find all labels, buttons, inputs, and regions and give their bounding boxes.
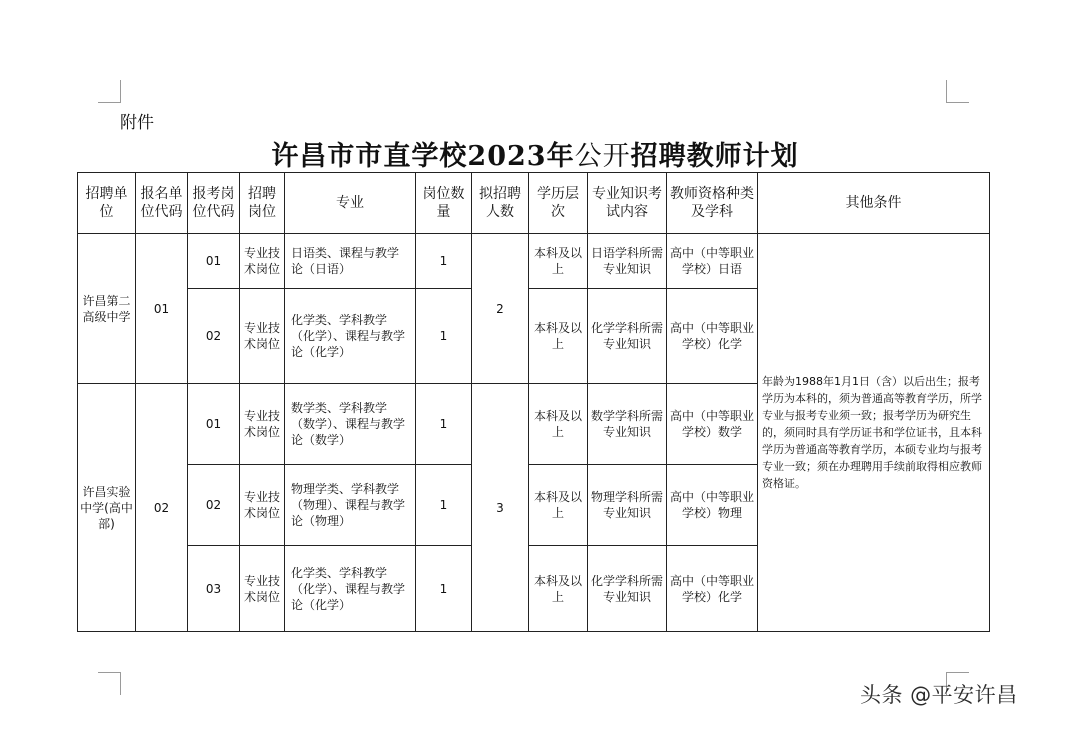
planned-hires: 2 — [472, 234, 529, 384]
header-cell: 岗位数量 — [416, 173, 472, 234]
post-type: 专业技术岗位 — [240, 289, 285, 384]
header-cell: 学历层次 — [529, 173, 588, 234]
attachment-label: 附件 — [120, 113, 154, 133]
title-rest: 招聘教师计划 — [630, 141, 799, 172]
education-level: 本科及以上 — [529, 234, 588, 289]
post-type: 专业技术岗位 — [240, 546, 285, 632]
title-light: 公开 — [574, 141, 631, 172]
education-level: 本科及以上 — [529, 384, 588, 465]
major: 物理学类、学科教学（物理）、课程与教学论（物理） — [285, 465, 416, 546]
major: 化学类、学科教学（化学）、课程与教学论（化学） — [285, 289, 416, 384]
post-count: 1 — [416, 289, 472, 384]
header-cell: 招聘岗位 — [240, 173, 285, 234]
post-code: 01 — [188, 234, 240, 289]
post-count: 1 — [416, 234, 472, 289]
major: 日语类、课程与教学论（日语） — [285, 234, 416, 289]
post-code: 02 — [188, 465, 240, 546]
exam-content: 日语学科所需专业知识 — [588, 234, 667, 289]
teacher-certificate: 高中（中等职业学校）日语 — [667, 234, 758, 289]
unit-code: 02 — [136, 384, 188, 632]
header-cell: 其他条件 — [758, 173, 990, 234]
post-count: 1 — [416, 546, 472, 632]
header-cell: 招聘单位 — [78, 173, 136, 234]
unit-name: 许昌实验中学(高中部) — [78, 384, 136, 632]
header-cell: 专业 — [285, 173, 416, 234]
header-cell: 报名单位代码 — [136, 173, 188, 234]
source-watermark: 头条 @平安许昌 — [860, 683, 1018, 707]
recruitment-table — [77, 172, 990, 632]
post-code: 01 — [188, 384, 240, 465]
header-cell: 报考岗位代码 — [188, 173, 240, 234]
post-count: 1 — [416, 384, 472, 465]
page-corner-mark — [98, 672, 121, 695]
teacher-certificate: 高中（中等职业学校）化学 — [667, 546, 758, 632]
header-cell: 专业知识考试内容 — [588, 173, 667, 234]
major: 数学类、学科教学（数学）、课程与教学论（数学） — [285, 384, 416, 465]
other-conditions: 年龄为1988年1月1日（含）以后出生；报考学历为本科的，须为普通高等教育学历，所学专业与报考专业须一致；报考学历为研究生的，须同时具有学历证书和学位证书，且本科学历为普通高等教育学历，本硕专业均与报考专业一致；须在办理聘用手续前取得相应教师资格证。 — [758, 234, 990, 632]
table-header-row — [78, 173, 990, 234]
header-cell: 教师资格种类及学科 — [667, 173, 758, 234]
exam-content: 化学学科所需专业知识 — [588, 289, 667, 384]
planned-hires: 3 — [472, 384, 529, 632]
document-title — [80, 134, 990, 173]
table-row — [78, 234, 990, 289]
major: 化学类、学科教学（化学）、课程与教学论（化学） — [285, 546, 416, 632]
post-type: 专业技术岗位 — [240, 384, 285, 465]
exam-content: 数学学科所需专业知识 — [588, 384, 667, 465]
unit-name: 许昌第二高级中学 — [78, 234, 136, 384]
teacher-certificate: 高中（中等职业学校）物理 — [667, 465, 758, 546]
education-level: 本科及以上 — [529, 546, 588, 632]
unit-code: 01 — [136, 234, 188, 384]
teacher-certificate: 高中（中等职业学校）数学 — [667, 384, 758, 465]
page-corner-mark — [946, 80, 969, 103]
post-count: 1 — [416, 465, 472, 546]
education-level: 本科及以上 — [529, 465, 588, 546]
header-cell: 拟招聘人数 — [472, 173, 529, 234]
post-type: 专业技术岗位 — [240, 465, 285, 546]
exam-content: 物理学科所需专业知识 — [588, 465, 667, 546]
title-main: 许昌市市直学校2023年 — [271, 141, 575, 172]
exam-content: 化学学科所需专业知识 — [588, 546, 667, 632]
page-corner-mark — [98, 80, 121, 103]
teacher-certificate: 高中（中等职业学校）化学 — [667, 289, 758, 384]
post-code: 03 — [188, 546, 240, 632]
post-type: 专业技术岗位 — [240, 234, 285, 289]
post-code: 02 — [188, 289, 240, 384]
education-level: 本科及以上 — [529, 289, 588, 384]
